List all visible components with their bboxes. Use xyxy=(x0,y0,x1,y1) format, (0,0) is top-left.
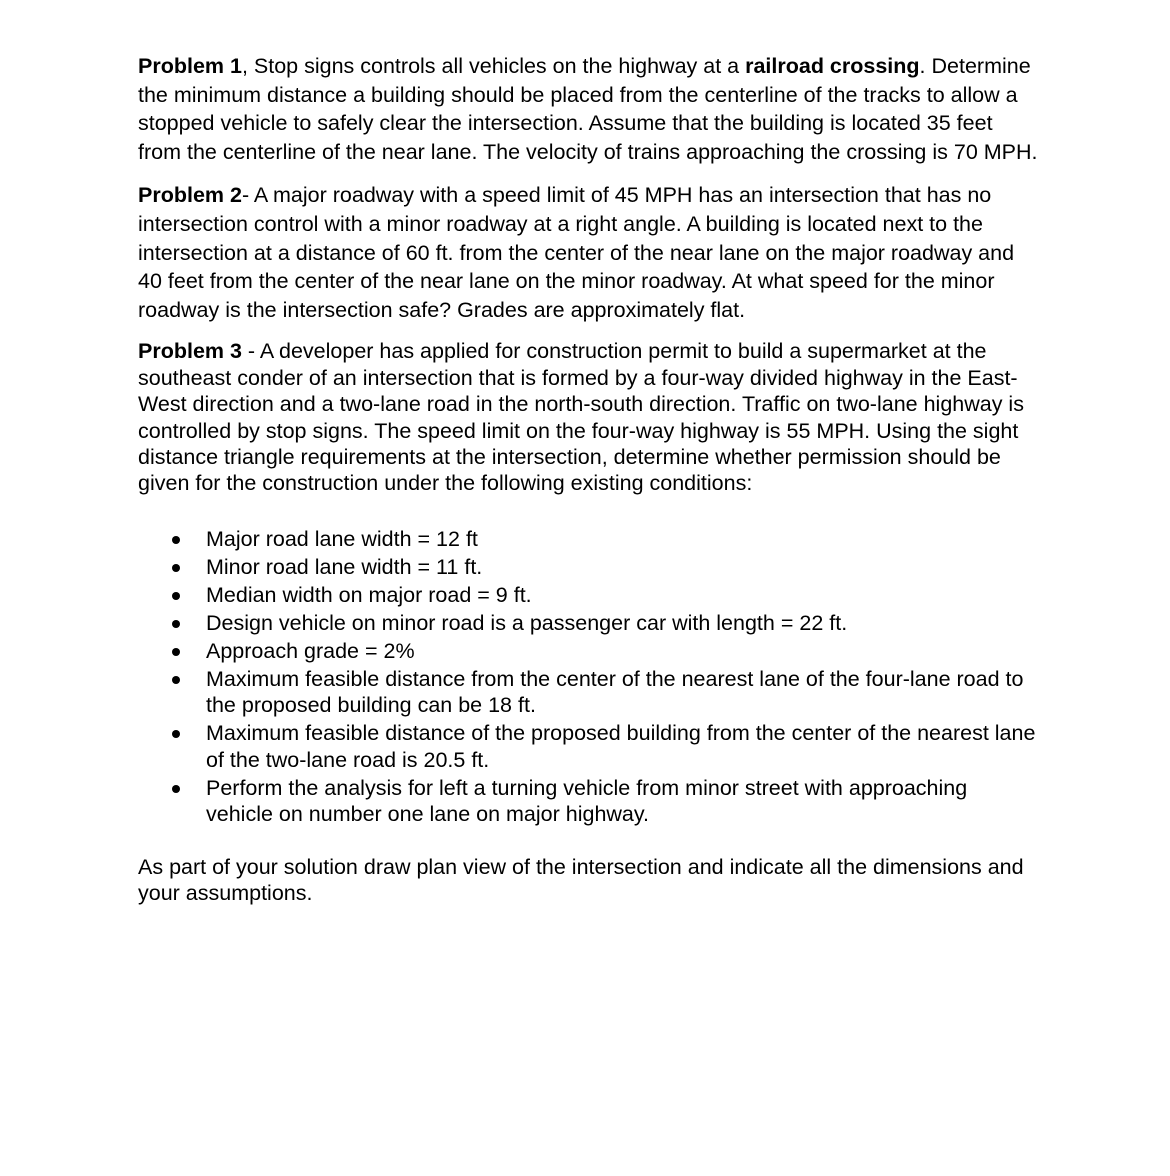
problem-2-text: - A major roadway with a speed limit of 45 MPH has an intersection that has no intersection control with a minor roadway at a right angle. A building is located next to the intersection at a distance of 60 ft. from the center of the near lane on the major roadway and 40 feet from the center of the near lane on the minor roadway. At what speed for the minor roadway is the intersection safe? Grades are approximately flat. xyxy=(138,183,1015,322)
conditions-list xyxy=(138,526,1038,828)
problem-1-text-b: . Determine the minimum distance a building should be placed from the centerline of the tracks to allow a stopped vehicle to safely clear the intersection. Assume that the building is located 35 feet from the centerline of the near lane. The velocity of trains approaching the crossing is 70 MPH. xyxy=(138,54,1038,164)
closing-paragraph: As part of your solution draw plan view of the intersection and indicate all the dimensions and your assumptions. xyxy=(138,855,1024,906)
problem-1-label: Problem 1 xyxy=(138,54,242,78)
condition-text: Approach grade = 2% xyxy=(206,638,415,663)
bullet-icon xyxy=(172,785,180,793)
condition-text: Maximum feasible distance of the proposed building from the center of the nearest lane of the two-lane road is 20.5 ft. xyxy=(206,721,1036,772)
bullet-icon xyxy=(172,592,180,600)
bullet-icon xyxy=(172,648,180,656)
document-page xyxy=(138,52,1038,907)
problem-3-paragraph xyxy=(138,338,1038,496)
condition-text: Perform the analysis for left a turning vehicle from minor street with approaching vehicle on number one lane on major highway. xyxy=(206,775,968,827)
bullet-icon xyxy=(172,564,180,572)
problem-2-label: Problem 2 xyxy=(138,183,242,208)
problem-1-text-a: , Stop signs controls all vehicles on the highway at a xyxy=(241,54,746,78)
problem-3-text: - A developer has applied for construction permit to build a supermarket at the southeast conder of an intersection that is formed by a four-way divided highway in the East-West direction and a two-lane road in the north-south direction. Traffic on two-lane highway is controlled by stop signs. The speed limit on the four-way highway is 55 MPH. Using the sight distance triangle requirements at the intersection, determine whether permission should be given for the construction under the following existing conditions: xyxy=(138,339,1024,496)
condition-item xyxy=(138,720,1038,773)
condition-text: Maximum feasible distance from the center of the nearest lane of the four-lane road to the proposed building can be 18 ft. xyxy=(206,666,1024,718)
condition-text: Design vehicle on minor road is a passenger car with length = 22 ft. xyxy=(206,610,848,635)
condition-item xyxy=(138,582,1038,609)
bullet-icon xyxy=(172,536,180,544)
condition-item xyxy=(138,610,1038,637)
condition-item xyxy=(138,666,1038,719)
condition-text: Median width on major road = 9 ft. xyxy=(206,582,532,607)
condition-item xyxy=(138,638,1038,665)
condition-text: Major road lane width = 12 ft xyxy=(206,526,478,551)
bullet-icon xyxy=(172,730,180,738)
condition-item xyxy=(138,526,1038,553)
problem-3-label: Problem 3 xyxy=(138,339,242,364)
problem-1-paragraph xyxy=(138,52,1038,166)
bullet-icon xyxy=(172,676,180,684)
condition-item xyxy=(138,775,1038,828)
condition-text: Minor road lane width = 11 ft. xyxy=(206,554,483,579)
condition-item xyxy=(138,554,1038,581)
railroad-crossing-term: railroad crossing xyxy=(745,54,920,78)
bullet-icon xyxy=(172,620,180,628)
problem-2-paragraph xyxy=(138,181,1038,324)
